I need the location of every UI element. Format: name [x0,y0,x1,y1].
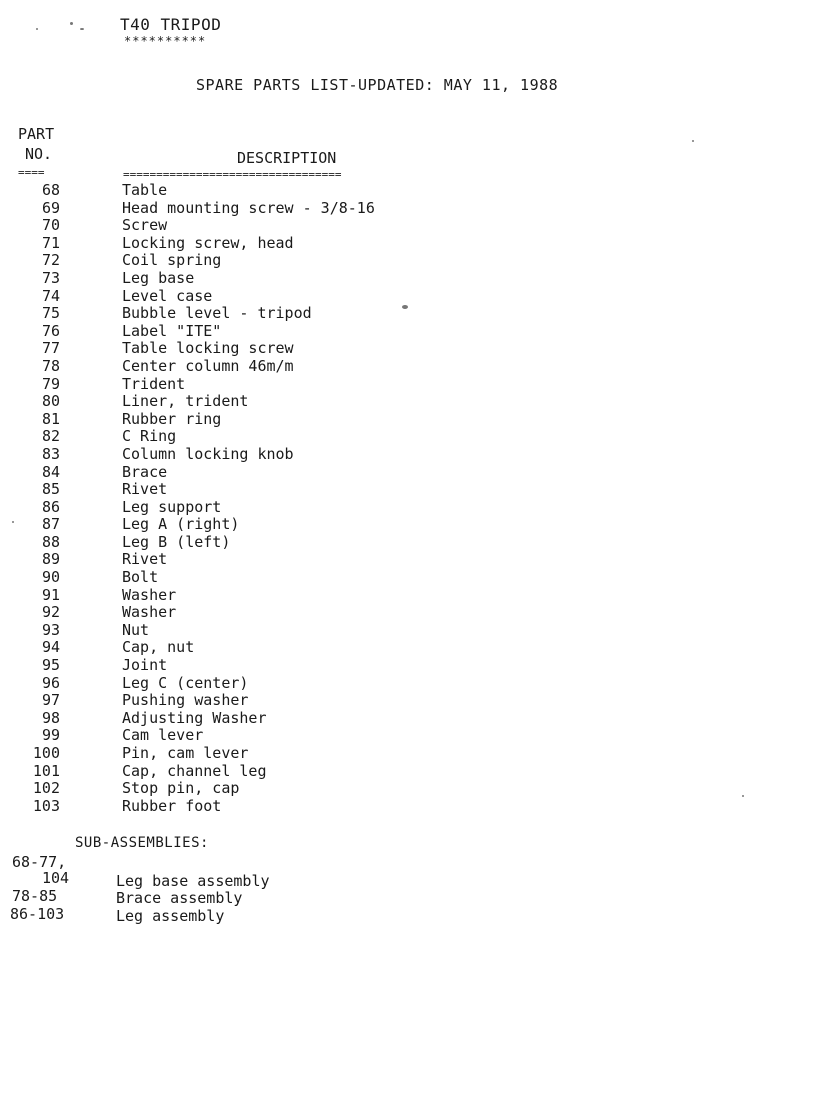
sub-assembly-range: 68-77, [12,853,67,871]
scan-speck [80,28,84,30]
part-description: Coil spring [122,251,222,270]
part-number: 73 [41,268,60,287]
part-description: Rubber ring [122,409,222,428]
part-description: Locking screw, head [122,233,294,252]
part-number: 82 [41,427,60,446]
column-no-label: NO. [25,145,53,163]
part-number: 102 [32,779,60,798]
scan-speck [402,305,408,309]
part-number: 101 [32,761,60,780]
part-description: Pushing washer [122,691,249,710]
part-number: 79 [41,374,60,393]
sub-assembly-range-cont: 104 [42,869,70,887]
column-part-label: PART [18,125,55,143]
scan-speck [742,795,744,797]
sub-assembly-desc: Brace assembly [116,889,243,907]
part-description: Pin, cam lever [122,744,249,762]
part-number: 84 [41,462,60,481]
part-number: 88 [41,532,60,551]
part-description: Washer [122,603,177,622]
part-description: Washer [122,585,177,604]
part-description: Leg support [122,497,222,516]
part-number: 97 [41,691,60,710]
part-number: 87 [41,515,60,534]
part-number: 68 [41,181,60,199]
part-number: 77 [41,339,60,358]
part-number: 71 [41,233,60,252]
part-number: 99 [41,726,60,745]
sub-assembly-desc: Leg assembly [116,907,225,925]
part-number: 98 [41,708,60,727]
scan-speck [70,22,73,25]
part-description: Level case [122,286,213,305]
part-description: Head mounting screw - 3/8-16 [122,198,375,217]
part-number: 93 [41,620,60,639]
part-description: Column locking knob [122,444,294,463]
part-number: 85 [41,480,60,499]
part-description: Trident [122,374,186,393]
part-description: C Ring [122,427,177,446]
part-number: 76 [41,321,60,340]
part-number: 72 [41,251,60,270]
part-description: Rivet [122,480,168,499]
part-description: Joint [122,656,168,675]
part-number: 103 [32,796,60,815]
part-description: Leg base [122,268,195,287]
scan-speck [692,140,694,142]
part-description: Cam lever [122,726,204,745]
part-description: Nut [122,620,150,639]
part-number: 89 [41,550,60,569]
sub-assembly-range: 78-85 [12,887,58,905]
part-number: 96 [41,673,60,692]
scan-speck [12,521,14,523]
part-description: Brace [122,462,168,481]
part-description: Stop pin, cap [122,779,240,798]
part-description: Bubble level - tripod [122,304,312,323]
part-description: Screw [122,216,168,235]
column-rule-short: ==== [18,166,45,179]
part-description: Liner, trident [122,392,249,411]
part-description: Table [122,181,168,199]
part-number: 74 [41,286,60,305]
part-description: Table locking screw [122,339,294,358]
scan-speck [36,28,38,30]
column-description-label: DESCRIPTION [237,149,337,167]
list-header: SPARE PARTS LIST-UPDATED: MAY 11, 1988 [196,76,559,94]
part-number: 95 [41,656,60,675]
part-description: Label "ITE" [122,321,222,340]
part-number: 83 [41,444,60,463]
part-number: 69 [41,198,60,217]
title-underline: ********** [124,34,207,48]
part-description: Center column 46m/m [122,356,294,375]
part-number: 100 [32,744,60,762]
part-description: Bolt [122,568,159,587]
part-number: 94 [41,638,60,657]
part-number: 86 [41,497,60,516]
part-number: 81 [41,409,60,428]
part-description: Leg C (center) [122,673,249,692]
part-number: 90 [41,568,60,587]
part-description: Cap, channel leg [122,761,267,780]
part-number: 78 [41,356,60,375]
part-number: 75 [41,304,60,323]
part-number: 80 [41,392,60,411]
part-description: Leg B (left) [122,532,231,551]
column-rule-long: ================================= [123,168,342,181]
part-description: Cap, nut [122,638,195,657]
part-description: Adjusting Washer [122,708,267,727]
sub-assembly-desc: Leg base assembly [116,872,270,890]
part-description: Rivet [122,550,168,569]
part-number: 92 [41,603,60,622]
sub-assemblies-heading: SUB-ASSEMBLIES: [75,835,209,851]
part-number: 91 [41,585,60,604]
part-description: Leg A (right) [122,515,240,534]
part-description: Rubber foot [122,796,222,815]
document-title: T40 TRIPOD [120,15,222,34]
part-number: 70 [41,216,60,235]
sub-assembly-range: 86-103 [10,905,65,923]
